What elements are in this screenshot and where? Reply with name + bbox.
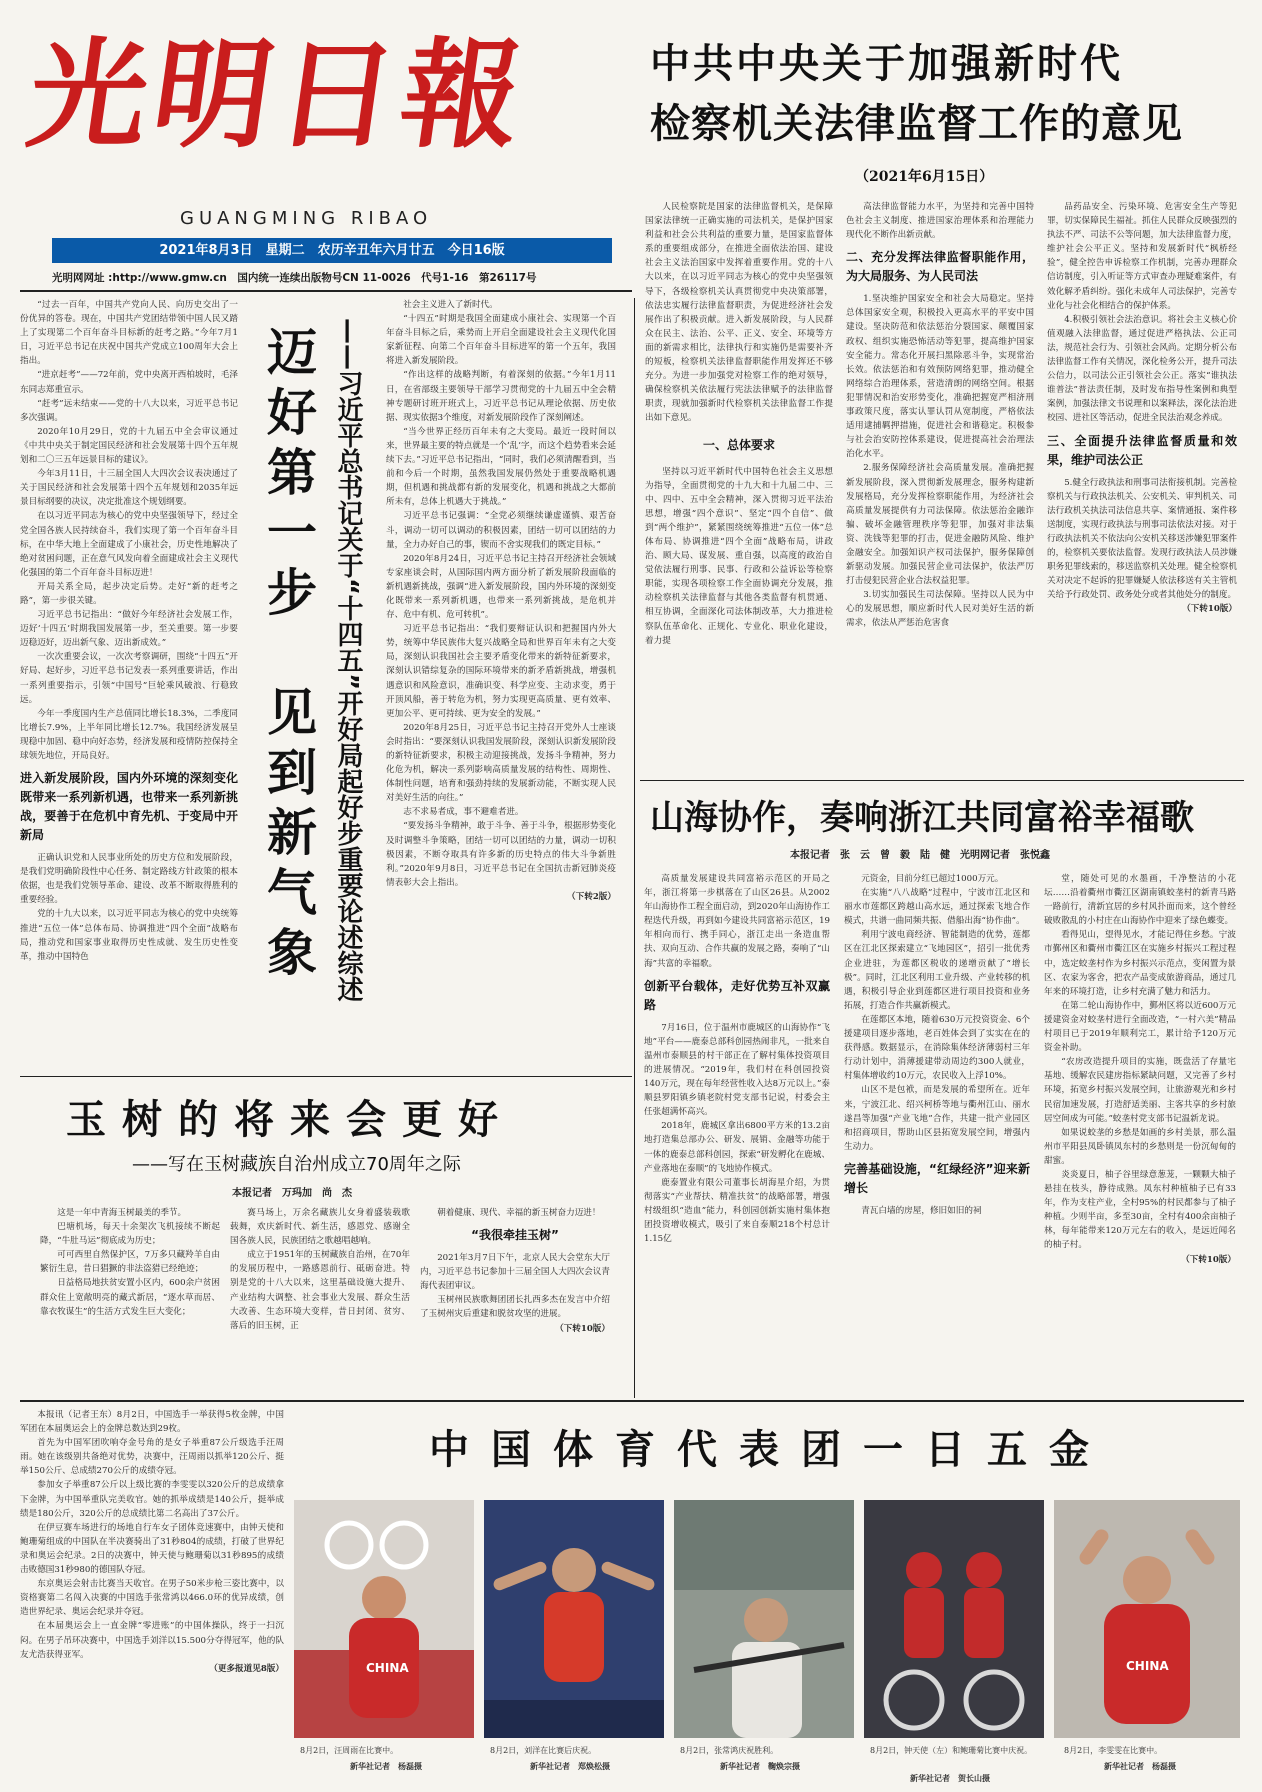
- yushu-byline: 本报记者 万玛加 尚 杰: [232, 1188, 352, 1199]
- athlete-photo: [1054, 1500, 1240, 1738]
- photo-credit: 新华社记者 鞠焕宗摄: [720, 1761, 800, 1771]
- yushu-paragraph: 成立于1951年的玉树藏族自治州，在70年的发展历程中，一路感恩前行、砥砺奋进。特别是党的十八大以来，这里基础设施大提升、产业结构大调整、社会事业大发展、群众生活大改善、生态环境大变样，昔日封闭、贫穷、落后的旧玉树，正: [230, 1250, 410, 1331]
- yushu-title: 玉树的将来会更好: [66, 1096, 514, 1143]
- left-paragraph: 习近平总书记强调：“全党必须继续谦虚谨慎、艰苦奋斗，调动一切可以调动的积极因素，团结一切可以团结的力量，全力办好自己的事，锲而不舍实现我们的既定目标。”: [386, 511, 616, 550]
- publication-info: 光明网网址 :http://www.gmw.cn 国内统一连续出版物号CN 11-0026 代号1-16 第26117号: [52, 272, 537, 284]
- left-paragraph: 2020年10月29日，党的十九届五中全会审议通过《中共中央关于制定国民经济和社会发展第十四个五年规划和二〇三五年远景目标的建议》。: [20, 426, 238, 466]
- yushu-column-1: [40, 1206, 220, 1396]
- yushu-paragraph: 朝着健康、现代、幸福的新玉树奋力迈进！: [437, 1208, 601, 1218]
- shanhai-paragraph: 鹿泰置业有限公司董事长胡海星介绍，为贯彻落实“产业帮扶、精准扶贫”的战略部署，增强村级组织“造血”能力，科创园创新实施村集体抱团投资增收模式，吸引了来自泰顺218个村总计1.15亿: [644, 1177, 830, 1245]
- photo-credit: 新华社记者 杨磊摄: [350, 1761, 422, 1771]
- dateline-text: 2021年8月3日 星期二 农历辛丑年六月廿五 今日16版: [159, 243, 505, 258]
- left-paragraph: “赶考”远未结束——党的十八大以来，习近平总书记多次强调。: [20, 398, 238, 423]
- lead-subhead-improve: 三、全面提升法律监督质量和效果，维护司法公正: [1047, 433, 1237, 467]
- left-paragraph: 开局关系全局，起步决定后势。走好“新的赶考之路”，第一步很关键。: [20, 581, 238, 606]
- left-paragraph: 志不求易者成，事不避难者进。: [403, 807, 524, 818]
- lead-paragraph: 高法律监督能力水平，为坚持和完善中国特色社会主义制度、推进国家治理体系和治理能力现代化不断作出新贡献。: [846, 202, 1034, 241]
- sports-paragraph: 首先为中国军团吹响夺金号角的是女子举重87公斤级选手汪周雨。她在该级别共备绝对优势，决赛中，汪周雨以抓举120公斤、挺举150公斤、总成绩270公斤的成绩夺冠。: [20, 1438, 284, 1477]
- yushu-paragraph: 可可西里自然保护区，7万多只藏羚羊自由繁衍生息，昔日猖獗的非法盗猎已经绝迹；: [40, 1250, 220, 1275]
- left-paragraph: 2020年8月24日，习近平总书记主持召开经济社会领域专家座谈会时，从国际国内两方面分析了新发展阶段面临的新机遇新挑战，强调“进入新发展阶段，国内外环境的深刻变化既带来一系列新机遇，也带来一系列新挑战，是危机并存、危中有机、危可转机”。: [386, 553, 616, 621]
- left-paragraph: 在以习近平同志为核心的党中央坚强领导下，经过全党全国各族人民持续奋斗，我们实现了第一个百年奋斗目标，在中华大地上全面建成了小康社会，历史性地解决了绝对贫困问题，正在意气风发向着全面建成社会主义现代化强国的第二个百年奋斗目标迈进！: [20, 511, 238, 578]
- yushu-article: [20, 1080, 632, 1398]
- shanhai-paragraph: 青瓦白墙的房屋，修旧如旧的祠: [861, 1205, 982, 1216]
- left-headline-main: 迈好第一步 见到新气象: [259, 326, 317, 986]
- sports-paragraph: 东京奥运会射击比赛当天收官。在男子50米步枪三姿比赛中，以资格赛第二名闯入决赛的中国选手张常鸿以466.0环的优异成绩，创造世界纪录、奥运会纪录并夺冠。: [20, 1579, 284, 1618]
- sports-paragraph: 在本届奥运会上一直金牌“零进账”的中国体操队，终于一扫沉闷。在男子吊环决赛中，中国选手刘洋以15.500分夺得冠军，他的队友尤浩获得亚军。: [20, 1621, 284, 1660]
- left-paragraph: 习近平总书记指出：“做好今年经济社会发展工作，迈好‘十四五’时期我国发展第一步，至关重要。第一步要迈稳迈好，迈出新气象、迈出新成效。”: [20, 610, 238, 649]
- shanhai-paragraph: 炎炎夏日，柚子谷里绿意葱茏，一颗颗大柚子悬挂在枝头，静待成熟。凤东村种植柚子已有33年，作为支柱产业，全村95%的村民都参与了柚子种植。少则半亩，多至30亩，全村有400余亩柚子林，每年能带来120万元左右的收入，是远近闻名的柚子村。: [1044, 1169, 1236, 1251]
- lead-paragraph: 2.服务保障经济社会高质量发展。准确把握新发展阶段，深入贯彻新发展理念，服务构建新发展格局，充分发挥检察职能作用，为经济社会高质量发展提供有力司法保障。依法惩治金融诈骗、破坏金融管理秩序等犯罪，加强对非法集资、洗钱等犯罪的打击，促进金融防风险、维护金融安全。加强知识产权司法保护，服务保障创新驱动发展。加强民营企业司法保护，依法严厉打击侵犯民营企业合法权益犯罪。: [846, 463, 1034, 587]
- shanhai-byline: 本报记者 张 云 曾 毅 陆 健 光明网记者 张悦鑫: [790, 850, 1050, 861]
- lead-date: （2021年6月15日）: [855, 169, 994, 185]
- shanhai-subhead-2: 完善基础设施，“红绿经济”迎来新增长: [844, 1161, 1030, 1195]
- shanhai-paragraph: “农房改造提升项目的实施，既盘活了存量宅基地、缓解农民建房指标紧缺问题，又完善了乡村环境，拓宽乡村振兴发展空间，让旅游观光和乡村民宿加速发展，打造舒适美丽、主客共享的乡村旅居空间成为可能。”蛟垄村党支部书记温新龙说。: [1044, 1057, 1236, 1124]
- dateline-bar: [52, 238, 612, 263]
- yushu-column-2: [230, 1206, 410, 1396]
- sports-text-column: [20, 1408, 284, 1780]
- left-paragraph: 2020年8月25日，习近平总书记主持召开党外人士座谈会时指出：“要深刻认识我国发展阶段，深刻认识新发展阶段的新特征新要求，积极主动迎接挑战，发扬斗争精神，努力化危为机，解决一系列影响高质量发展的结构性、周期性、体制性问题，培育和强劲持续的发展新动能，不断实现人民对美好生活的向往。”: [386, 722, 616, 804]
- left-paragraph: “要发扬斗争精神，敢于斗争、善于斗争，根据形势变化及时调整斗争策略，团结一切可以团结的力量，调动一切积极因素，不断夺取具有许多新的历史特点的伟大斗争新胜利。”2020年9月8日，习近平总书记在全国抗击新冠肺炎疫情表彰大会上指出。: [386, 821, 616, 888]
- lead-subhead-serve: 二、充分发挥法律监督职能作用，为大局服务、为人民司法: [846, 250, 1034, 284]
- yushu-subhead: “我很牵挂玉树”: [471, 1228, 559, 1243]
- left-paragraph: “当今世界正经历百年未有之大变局。最近一段时间以来，世界最主要的特点就是一个‘乱’字，而这个趋势看来会延续下去。”习近平总书记指出，“同时，我们必须清醒看到，当前和今后一个时期，虽然我国发展仍然处于重要战略机遇期，但机遇和挑战都有新的发展变化，机遇和挑战之大都前所未有，总体上机遇大于挑战。”: [386, 426, 616, 508]
- lead-bottom-rule: [640, 780, 1244, 781]
- masthead-divider: [20, 290, 632, 292]
- yushu-paragraph: 日益格局地扶贫安置小区内，600余户贫困群众住上宽敞明亮的藏式新居，“逐水草而居、靠衣牧谋生”的生活方式发生巨大变化；: [40, 1278, 220, 1317]
- lead-continued: （下转10版）: [1182, 604, 1237, 615]
- shanhai-paragraph: 山区不是包袱，而是发展的希望所在。近年来，宁波江北、绍兴柯桥等地与衢州江山、丽水遂昌等加强“产业飞地”合作，共建一批产业园区和招商项目，帮助山区县拓宽发展空间，增强内生动力。: [844, 1085, 1030, 1152]
- shanhai-paragraph: 高质量发展建设共同富裕示范区的开局之年，浙江将第一步棋落在了山区26县。从2002年山海协作工程全面启动，到2020年山海协作工程迭代升级，再到如今建设共同富裕示范区，19年相向而行、携手同心，浙江走出一条造血帮扶、双向互动、合作共赢的发展之路，奏响了“山海”共富的幸福歌。: [644, 874, 830, 969]
- athlete-photo: [674, 1500, 854, 1738]
- athlete-photo-art: [864, 1500, 1044, 1738]
- photo-credit: 新华社记者 贺长山摄: [910, 1773, 990, 1783]
- shanhai-paragraph: 在第二轮山海协作中，鄞州区将以近600万元援建资金对蛟垄村进行全面改造，“一村六美”精品村项目已于2019年顺利完工，累计给予120万元资金补助。: [1044, 1000, 1236, 1054]
- lead-subhead-overall: 一、总体要求: [702, 437, 775, 452]
- shanhai-paragraph: 如果说蛟垄的乡愁是如画的乡村美景，那么温州市平阳县凤卧镇凤东村的乡愁则是一份沉甸甸的甜蜜。: [1044, 1127, 1236, 1166]
- shanhai-title: 山海协作，奏响浙江共同富裕幸福歌: [650, 798, 1194, 838]
- left-paragraph: 今年3月11日，十三届全国人大四次会议表决通过了关于国民经济和社会发展第十四个五年规划和2035年远景目标纲要的决议，决定批准这个规划纲要。: [20, 469, 238, 508]
- left-paragraph: 今年一季度国内生产总值同比增长18.3%，二季度同比增长7.9%，上半年同比增长12.7%。我国经济发展呈现稳中加固、稳中向好态势，经济发展和疫情防控保持全球领先地位，开局良好。: [20, 708, 238, 761]
- left-bottom-rule: [20, 1076, 632, 1077]
- sports-continued: （更多报道见8版）: [209, 1663, 284, 1674]
- lead-column-2: [846, 200, 1034, 788]
- athlete-photo: [484, 1500, 664, 1738]
- shanhai-subhead-1: 创新平台载体，走好优势互补双赢路: [644, 978, 830, 1012]
- sports-title: 中国体育代表团一日五金: [429, 1426, 1111, 1473]
- athlete-photo: [294, 1500, 474, 1738]
- athlete-photo-art: [674, 1500, 854, 1738]
- left-paragraph: 社会主义进入了新时代。: [403, 300, 498, 310]
- shanhai-paragraph: 2018年，鹿城区拿出6800平方米的13.2亩地打造集总部办公、研发、展销、金融等功能于一体的鹿泰总部科创园，探索“研发孵化在鹿城、产业落地在泰顺”的飞地协作模式。: [644, 1121, 830, 1174]
- photo-caption: 8月2日，刘洋在比赛后庆祝。: [490, 1746, 597, 1755]
- lead-paragraph: 5.健全行政执法和刑事司法衔接机制。完善检察机关与行政执法机关、公安机关、审判机关、司法行政机关执法司法信息共享、案情通报、案件移送制度，实现行政执法与刑事司法依法对接。对于行政执法机关不依法向公安机关移送涉嫌犯罪案件的，检察机关要依法监督。发现行政执法人员涉嫌职务犯罪线索的，移送监察机关处理。健全检察机关对决定不起诉的犯罪嫌疑人依法移送有关主管机关给予行政处罚、政务处分或者其他处分的制度。: [1047, 477, 1237, 601]
- yushu-paragraph: 赛马场上，万余名藏族儿女身着盛装载歌载舞，欢庆新时代、新生活，感恩党、感谢全国各族人民，民族团结之歌越唱越响。: [230, 1208, 410, 1247]
- sports-paragraph: 在伊豆赛车场进行的场地自行车女子团体竞速赛中，由钟天使和鲍珊菊组成的中国队在半决赛骑出了31秒804的成绩，打破了世界纪录和奥运会纪录。2日的决赛中，钟天使与鲍珊菊以31秒895的成绩击败德国31秒980的德国队夺冠。: [20, 1522, 284, 1576]
- athlete-photo-art: [1054, 1500, 1240, 1738]
- athlete-photo-art: [294, 1500, 474, 1738]
- left-article: [20, 298, 632, 1070]
- shanhai-column-3: [1044, 872, 1236, 1392]
- left-subhead: 进入新发展阶段，国内外环境的深刻变化既带来一系列新机遇，也带来一系列新挑战，要善于在危机中育先机、于变局中开新局: [20, 771, 238, 843]
- shanhai-paragraph: 看得见山，望得见水，才能记得住乡愁。宁波市鄞州区和衢州市衢江区在实施乡村振兴工程过程中，选定蛟垄村作为乡村振兴示范点，变闲置为景区、农家为客舍，把农产品变成旅游商品，通过几年来的环境打造，让乡村充满了魅力和活力。: [1044, 930, 1236, 997]
- yushu-subtitle: ——写在玉树藏族自治州成立70周年之际: [132, 1154, 461, 1175]
- left-paragraph: 正确认识党和人民事业所处的历史方位和发展阶段，是我们党明确阶段性中心任务、制定路线方针政策的根本依据，也是我们党领导革命、建设、改革不断取得胜利的重要经验。: [20, 853, 238, 906]
- shanhai-column-2: [844, 872, 1030, 1392]
- photo-caption: 8月2日，钟天使（左）和鲍珊菊比赛中庆祝。: [870, 1746, 1033, 1755]
- sports-photo-strip: [290, 1500, 1244, 1792]
- lead-title-line-2: 检察机关法律监督工作的意见: [650, 101, 1183, 147]
- athlete-photo: [864, 1500, 1044, 1738]
- shanhai-paragraph: 在实施“八八战略”过程中，宁波市江北区和丽水市莲都区跨越山高水远，通过探索飞地合作模式，共谱一曲同频共振、借船出海“协作曲”。: [844, 888, 1030, 927]
- left-headline-sub: ——习近平总书记关于“十四五”开好局起好步重要论述综述: [333, 318, 363, 1003]
- lead-paragraph: 坚持以习近平新时代中国特色社会主义思想为指导，全面贯彻党的十九大和十九届二中、三中、四中、五中全会精神，深入贯彻习近平法治思想，增强“四个意识”、坚定“四个自信”、做到“两个维护”，紧紧围绕统筹推进“五位一体”总体布局、协调推进“四个全面”战略布局，讲政治、顾大局、谋发展、重自强，以高度的政治自觉依法履行刑事、民事、行政和公益诉讼等检察职能，实现各项检察工作全面协调充分发展，推动检察机关法律监督与其他各类监督有机贯通、相互协调，全面深化司法体制改革，大力推进检察队伍革命化、正规化、专业化、职业化建设，着力提: [645, 466, 833, 646]
- shanhai-paragraph: 堂，随处可见的水墨画，千净整洁的小花坛……沿着衢州市衢江区湖南镇蛟垄村的新青马路一路前行，清新宜居的乡村风扑面而来，这个曾经破败散乱的小村庄在山海协作中迎来了绿色蝶变。: [1044, 874, 1236, 927]
- svg-text:CHINA: CHINA: [366, 1661, 409, 1675]
- lead-title-line-1: 中共中央关于加强新时代: [650, 41, 1123, 87]
- left-paragraph: 一次次重要会议，一次次考察调研，围绕“十四五”开好局、起好步，习近平总书记发表一系列重要讲话，作出一系列重要指示，引领“中国号”巨轮乘风破浪、行稳致远。: [20, 652, 238, 705]
- yushu-paragraph: 玉树州民族歌舞团团长扎西多杰在发言中介绍了玉树州灾后重建和脱贫攻坚的进展。: [420, 1295, 610, 1320]
- shanhai-column-1: [644, 872, 830, 1392]
- yushu-column-3: [420, 1206, 610, 1396]
- lead-article: [645, 30, 1243, 788]
- lead-paragraph: 4.积极引领社会法治意识。将社会主义核心价值观融入法律监督，通过促进严格执法、公正司法，规范社会行为、引领社会风尚。定期分析公布法律监督工作有关情况，深化检务公开，提升司法公信力，以司法公正引领社会公正。落实“谁执法谁普法”普法责任制，及时发布指导性案例和典型案例，加强法律文书说理和以案释法，深化法治进校园、进社区等活动，促进全民法治观念养成。: [1047, 314, 1237, 424]
- yushu-paragraph: 巴塘机场，每天十余架次飞机接续不断起降，“牛肚马运”彻底成为历史；: [40, 1222, 220, 1247]
- athlete-photo-art: [484, 1500, 664, 1738]
- left-paragraph: “过去一百年，中国共产党向人民、向历史交出了一份优异的答卷。现在，中国共产党团结带领中国人民又踏上了实现第二个百年奋斗目标新的赶考之路。”今年7月1日，习近平总书记在庆祝中国共产党成立100周年大会上指出。: [20, 300, 238, 367]
- left-paragraph: “进京赶考”——72年前，党中央离开西柏坡时，毛泽东同志郑重宣示。: [20, 370, 238, 395]
- lead-paragraph: 3.切实加强民生司法保障。坚持以人民为中心的发展思想，顺应新时代人民对美好生活的新需求，依法从严惩治危害食: [846, 590, 1034, 629]
- left-column-1: [20, 298, 238, 1068]
- photo-credit: 新华社记者 郑焕松摄: [530, 1761, 610, 1771]
- left-paragraph: 党的十九大以来，以习近平同志为核心的党中央统筹推进“五位一体”总体布局、协调推进“四个全面”战略布局，推动党和国家事业取得历史性成就、发生历史性变革，推动中国特色: [20, 909, 238, 962]
- lead-column-3: [1047, 200, 1237, 788]
- left-column-2: [386, 298, 616, 1068]
- sports-paragraph: 本报讯（记者王东）8月2日，中国选手一举获得5枚金牌，中国军团在本届奥运会上的金牌总数达到29枚。: [20, 1410, 284, 1435]
- left-paragraph: “作出这样的战略判断，有着深刻的依据。”今年1月11日，在省部级主要领导干部学习贯彻党的十九届五中全会精神专题研讨班开班式上，习近平总书记从理论依据、历史依据、现实依据3个维度，对新发展阶段作了深刻阐述。: [386, 370, 616, 423]
- lead-paragraph: 人民检察院是国家的法律监督机关，是保障国家法律统一正确实施的司法机关，是保护国家利益和社会公共利益的重要力量，是国家监督体系的重要组成部分，在推进全面依法治国、建设社会主义法治国家中发挥着重要作用。党的十八大以来，在以习近平同志为核心的党中央坚强领导下，各级检察机关认真贯彻党中央决策部署，依法忠实履行法律监督职责，为促进经济社会发展作出了积极贡献。进入新发展阶段，与人民群众在民主、法治、公平、正义、安全、环境等方面的新需求相比，法律执行和实施仍是需要补齐的短板，检察机关法律监督职能作用发挥还不够充分。为进一步加强党对检察工作的绝对领导，确保检察机关依法履行宪法法律赋予的法律监督职责，现就加强新时代检察机关法律监督工作提出如下意见。: [645, 202, 833, 424]
- yushu-continued: （下转10版）: [555, 1323, 610, 1334]
- photo-caption: 8月2日，汪周雨在比赛中。: [300, 1746, 399, 1755]
- lead-paragraph: 品药品安全、污染环境、危害安全生产等犯罪，切实保障民生福祉。抓住人民群众反映强烈的执法不严、司法不公等问题，加大法律监督力度，维护社会公平正义。坚持和发展新时代“枫桥经验”，健全控告申诉检察工作机制，完善办理群众信访制度，引入听证等方式审查办理疑难案件，有效化解矛盾纠纷。强化未成年人司法保护，完善专业化与社会化相结合的保护体系。: [1047, 202, 1237, 311]
- yushu-paragraph: 2021年3月7日下午，北京人民大会堂东大厅内，习近平总书记参加十三届全国人大四次会议青海代表团审议。: [420, 1253, 610, 1292]
- newspaper-logo: 光明日報: [20, 25, 536, 164]
- masthead: [20, 12, 620, 242]
- left-paragraph: 习近平总书记指出：“我们要辩证认识和把握国内外大势，统筹中华民族伟大复兴战略全局和世界百年未有之大变局，深刻认识我国社会主要矛盾变化带来的新特征新要求，深刻认识错综复杂的国际环境带来的新矛盾新挑战，增强机遇意识和风险意识，准确识变、科学应变、主动求变，勇于开顶风船，善于转危为机，努力实现更高质量、更有效率、更加公平、更可持续、更为安全的发展。”: [386, 624, 616, 719]
- sports-paragraph: 参加女子举重87公斤以上级比赛的李雯雯以320公斤的总成绩拿下金牌，为中国举重队完美收官。她的抓举成绩是140公斤，挺举成绩是180公斤，320公斤的总成绩比第二名高出了37公斤。: [20, 1480, 284, 1519]
- yushu-paragraph: 这是一年中青海玉树最美的季节。: [57, 1208, 187, 1218]
- shanhai-paragraph: 7月16日，位于温州市鹿城区的山海协作“飞地”平台——鹿泰总部科创园热闹非凡，一批来自温州市泰顺县的村干部正在了解村集体投资项目的进展情况。“2019年，我们村在科创园投资140万元，现在每年经营性收入达8万元以上。”泰顺县罗阳镇乡镇老院村党支部书记说，村委会主任张超满怀高兴。: [644, 1022, 830, 1118]
- sports-top-rule: [20, 1400, 1244, 1402]
- shanhai-paragraph: 利用宁波电商经济、智能制造的优势，莲都区在江北区探索建立“飞地园区”，招引一批优秀企业进驻，为莲都区税收的递增贡献了“增长极”。同时，江北区利用工业升级、产业转移的机遇，积极引导企业到莲都区进行项目投资和业务拓展，打造合作共赢新模式。: [844, 930, 1030, 1011]
- svg-text:CHINA: CHINA: [1126, 1659, 1169, 1673]
- shanhai-paragraph: 元资金，目前分红已超过1000万元。: [861, 874, 1004, 884]
- shanhai-paragraph: 在莲都区本地，随着630万元投资资金、6个援建项目逐步落地，老百姓体会到了实实在在的获得感。数据显示，在消除集体经济薄弱村三年行动计划中，消薄援建带动周边约300人就业，村集体增收约10万元，农民收入上浮10%。: [844, 1014, 1030, 1082]
- left-column-rule: [634, 298, 635, 1398]
- lead-column-1: [645, 200, 833, 788]
- photo-caption: 8月2日，李雯雯在比赛中。: [1064, 1746, 1163, 1755]
- shanhai-continued: （下转10版）: [1181, 1254, 1236, 1265]
- photo-caption: 8月2日，张常鸿庆祝胜利。: [680, 1746, 779, 1755]
- shanhai-article: [640, 786, 1244, 1398]
- left-continued: （下转2版）: [567, 891, 616, 902]
- newspaper-latin-name: GUANGMING RIBAO: [180, 208, 433, 229]
- lead-paragraph: 1.坚决维护国家安全和社会大局稳定。坚持总体国家安全观，积极投入更高水平的平安中国建设。坚决防范和依法惩治分裂国家、颠覆国家政权、组织实施恐怖活动等犯罪，提高维护国家安全能力。常态化开展扫黑除恶斗争，实现常治长效。依法惩治和有效预防网络犯罪，推动健全网络综合治理体系，营造清朗的网络空间。根据犯罪情况和治安形势变化，准确把握宽严相济刑事政策尺度，落实认罪认罚从宽制度，严格依法适用逮捕羁押措施，促进社会和谐稳定。积极参与社会治安防控体系建设，促进提高社会治理法治化水平。: [846, 294, 1034, 460]
- left-paragraph: “十四五”时期是我国全面建成小康社会、实现第一个百年奋斗目标之后，乘势而上开启全面建设社会主义现代化国家新征程、向第二个百年奋斗目标进军的第一个五年，我国将进入新发展阶段。: [386, 314, 616, 367]
- photo-credit: 新华社记者 杨磊摄: [1104, 1761, 1176, 1771]
